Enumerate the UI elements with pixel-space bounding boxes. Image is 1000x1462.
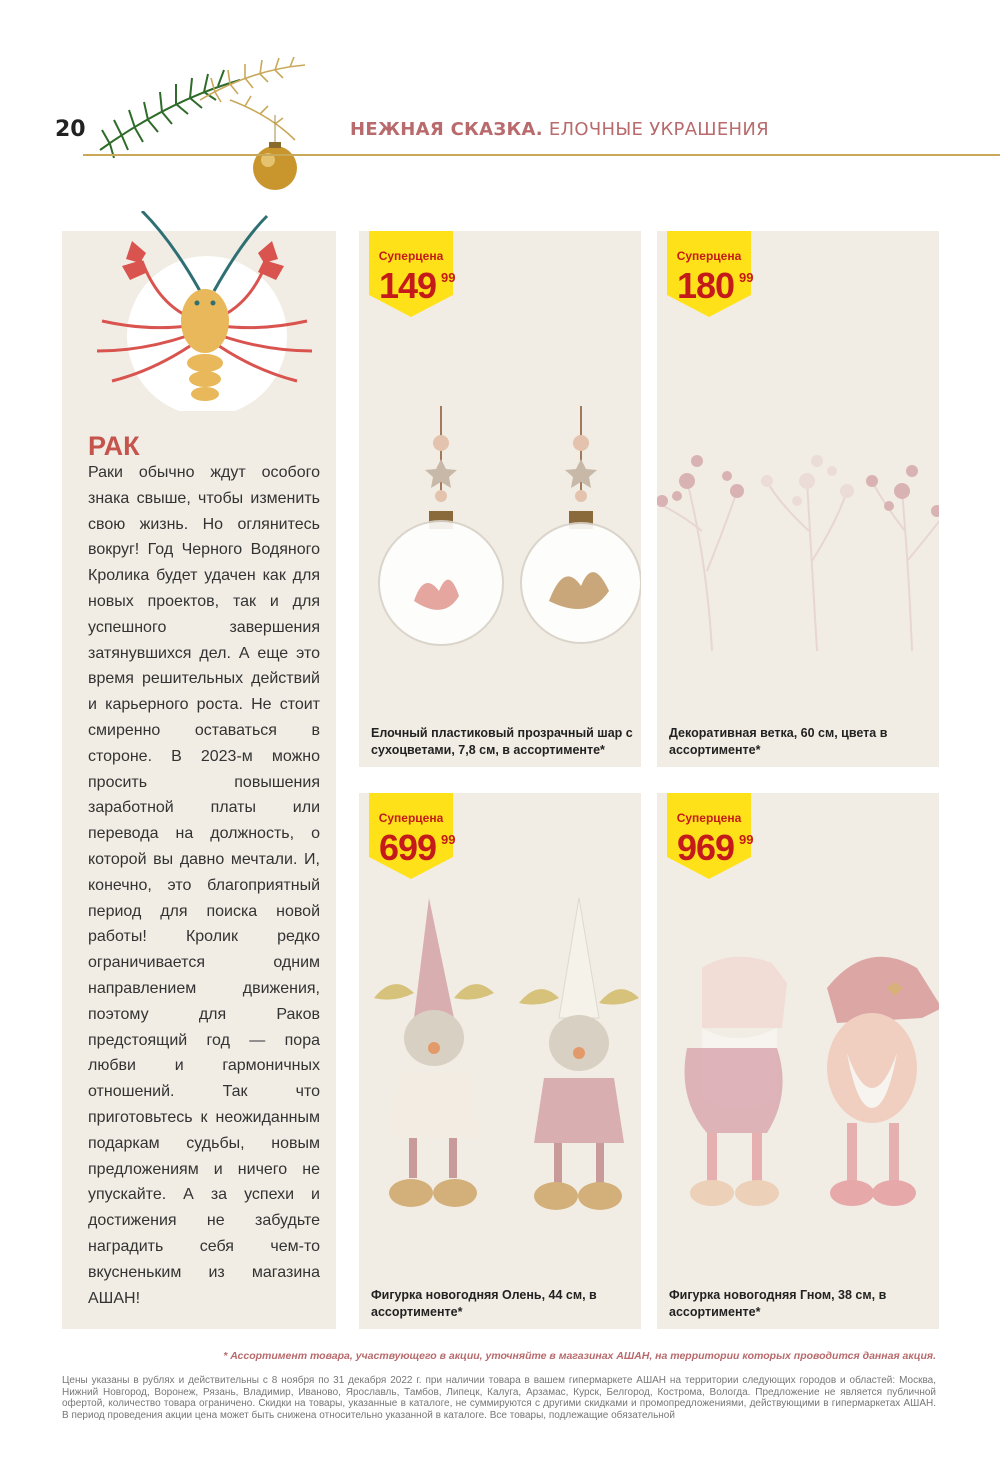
price-cents: 99 — [441, 832, 456, 847]
crayfish-icon — [62, 211, 336, 411]
price-tag — [369, 793, 456, 879]
price-cents: 99 — [441, 270, 456, 285]
glass-ball-image — [359, 331, 641, 691]
page-title — [350, 119, 769, 140]
product-card[interactable] — [657, 231, 939, 767]
product-name: Фигурка новогодняя Олень, 44 см, в ассортименте* — [371, 1288, 597, 1319]
price-cents: 99 — [739, 270, 754, 285]
legal-disclaimer: Цены указаны в рублях и действительны с 8 ноября по 31 декабря 2022 г. при наличии товара в вашем гипермаркете АШАН на территории следующих городов и областей: Москва, Нижний Новгород, Воронеж, Рязань, Владимир, Иваново, Ярославль, Тамбов, Липецк, Калуга, Арзамас, Курск, Белгород, Кострома, Вологда. Предложение не является публичной офертой, количество товара ограничено. Скидки на товары, указанные в каталоге, не суммируются с другими скидками и промопредложениями, действующими в гипермаркетах АШАН. В период проведения акции цена может быть снижена относительно указанной в каталоге. Все товары, подлежащие обязательной — [62, 1375, 936, 1421]
price-label: Суперцена — [676, 249, 742, 263]
price-label: Суперцена — [378, 249, 444, 263]
product-name: Елочный пластиковый прозрачный шар с сухоцветами, 7,8 см, в ассортименте* — [371, 726, 633, 757]
price-tag — [369, 231, 456, 317]
price-tag — [667, 231, 754, 317]
horoscope-panel — [62, 231, 336, 1329]
page-title-rest: ЕЛОЧНЫЕ УКРАШЕНИЯ — [542, 119, 769, 140]
gnome-figure-image — [657, 888, 939, 1268]
page-number: 20 — [55, 117, 86, 142]
page-header — [0, 0, 1000, 200]
header-divider — [83, 154, 1000, 156]
christmas-branch-icon — [80, 20, 320, 200]
zodiac-sign-title: РАК — [88, 431, 140, 461]
product-card[interactable] — [657, 793, 939, 1329]
product-name: Декоративная ветка, 60 см, цвета в ассортименте* — [669, 726, 888, 757]
price-value: 149 — [379, 265, 437, 306]
assortment-footnote: * Ассортимент товара, участвующего в акции, уточняйте в магазинах АШАН, на территории которых проводится данная акция. — [223, 1350, 936, 1362]
horoscope-text: Раки обычно ждут особого знака свыше, чтобы изменить свою жизнь. Но оглянитесь вокруг! Год Черного Водяного Кролика будет удачен как для новых проектов, так и для успешного завершения затянувшихся дел. А еще это время решительных действий и карьерного роста. Не стоит смиренно оставаться в стороне. В 2023-м можно просить повышения заработной платы или перевода на должность, о которой вы давно мечтали. И, конечно, это благоприятный период для поиска новой работы! Кролик редко ограничивается одним направлением движения, поэтому для Раков предстоящий год — пора любви и гармоничных отношений. Так что приготовьтесь к неожиданным подаркам судьбы, новым предложениям и ничего не упускайте. А за успехи и достижения не забудьте наградить себя чем-то вкусненьким из магазина АШАН! — [88, 464, 320, 1307]
page-title-bold: НЕЖНАЯ СКАЗКА. — [350, 119, 543, 140]
deer-figure-image — [359, 888, 641, 1268]
price-tag — [667, 793, 754, 879]
decorative-branch-image — [657, 331, 939, 691]
product-card[interactable] — [359, 231, 641, 767]
price-value: 969 — [677, 827, 735, 868]
price-label: Суперцена — [378, 811, 444, 825]
price-value: 180 — [677, 265, 735, 306]
price-cents: 99 — [739, 832, 754, 847]
product-card[interactable] — [359, 793, 641, 1329]
price-label: Суперцена — [676, 811, 742, 825]
product-name: Фигурка новогодняя Гном, 38 см, в ассортименте* — [669, 1288, 887, 1319]
price-value: 699 — [379, 827, 437, 868]
